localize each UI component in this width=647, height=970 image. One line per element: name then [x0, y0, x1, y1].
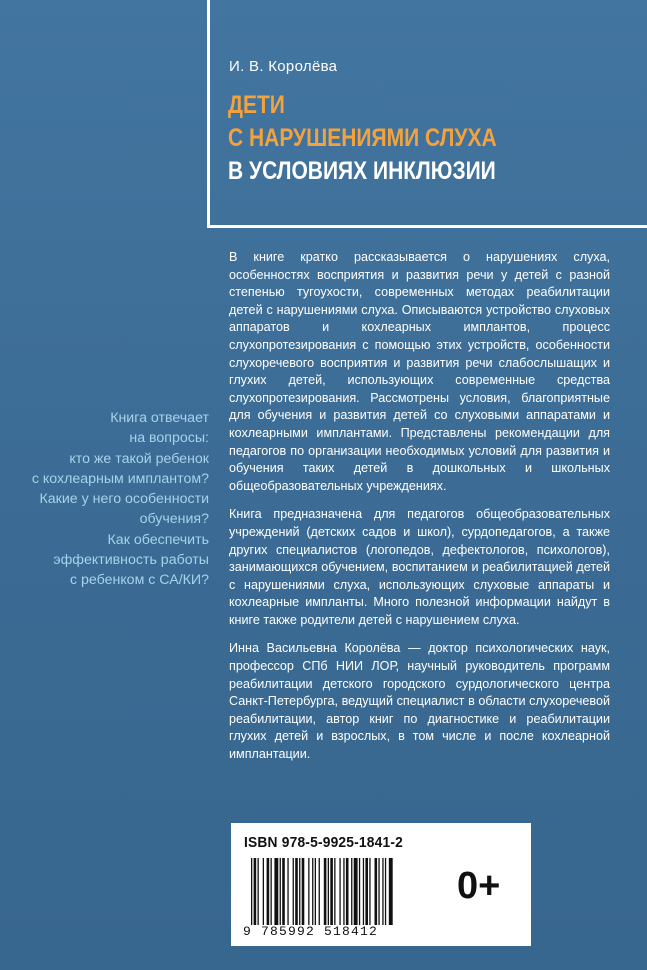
- side-question-line: эффективность работы: [53, 552, 209, 569]
- isbn-block: [231, 823, 531, 946]
- side-question-line: Книга отвечает: [110, 410, 209, 426]
- title-line-3: В УСЛОВИЯХ ИНКЛЮЗИИ: [228, 157, 496, 185]
- side-question-line: с кохлеарным имплантом?: [31, 470, 209, 487]
- annotation-paragraph-2: Книга предназначена для педагогов общеобразовательных учреждений (детских садов и школ), сурдопедагогов, а также других специалистов (логопедов, дефектологов, психологов), занимающихся обучением, воспитанием и реабилитацией детей с нарушениями слуха, использующих слуховые аппараты и кохлеарные импланты. Много полезной информации найдут в книге также родители детей с нарушением слуха.: [229, 507, 610, 627]
- book-title: [228, 89, 497, 188]
- age-rating: 0+: [457, 865, 501, 907]
- side-question-line: кто же такой ребенок: [69, 450, 209, 467]
- side-question-line: на вопросы:: [129, 430, 209, 447]
- title-line-2: С НАРУШЕНИЯМИ СЛУХА: [228, 124, 497, 152]
- side-questions: [9, 408, 209, 591]
- side-question-line: Как обеспечить: [107, 531, 209, 548]
- annotation-text: [229, 249, 610, 775]
- author-bio-paragraph: Инна Васильевна Королёва — доктор психологических наук, профессор СПб НИИ ЛОР, научный руководитель программ реабилитации детского городского сурдологического центра Санкт-Петербурга, ведущий специалист в области слухоречевой реабилитации, автор книг по диагностике и реабилитации глухих детей и взрослых, в том числе и после кохлеарной имплантации.: [229, 641, 610, 762]
- author-name: И. В. Королёва: [229, 58, 338, 75]
- isbn-number: ISBN 978-5-9925-1841-2: [244, 834, 404, 851]
- side-question-line: с ребенком с СА/КИ?: [69, 572, 209, 589]
- side-question-line: обучения?: [139, 511, 209, 528]
- title-line-1: ДЕТИ: [228, 91, 285, 119]
- barcode-digits: 9 785992 518412: [243, 924, 379, 939]
- annotation-paragraph-1: В книге кратко рассказывается о нарушениях слуха, особенностях восприятия и развития речи у детей с разной степенью тугоухости, современных методах реабилитации детей с нарушениями слуха. Описываются устройство слуховых аппаратов и кохлеарных имплантов, процесс слухопротезирования с помощью этих устройств, особенности слухоречевого восприятия и развития речи слабослышащих и глухих детей, использующих современные средства слухопротезирования. Рассмотрены условия, благоприятные для обучения и развития детей со слуховыми аппаратами и кохлеарными имплантами. Представлены рекомендации для педагогов по организации необходимых условий для развития и обучения таких детей в дошкольных и школьных общеобразовательных учреждениях.: [229, 250, 610, 493]
- side-question-line: Какие у него особенности: [39, 491, 209, 508]
- barcode-image: [251, 858, 441, 925]
